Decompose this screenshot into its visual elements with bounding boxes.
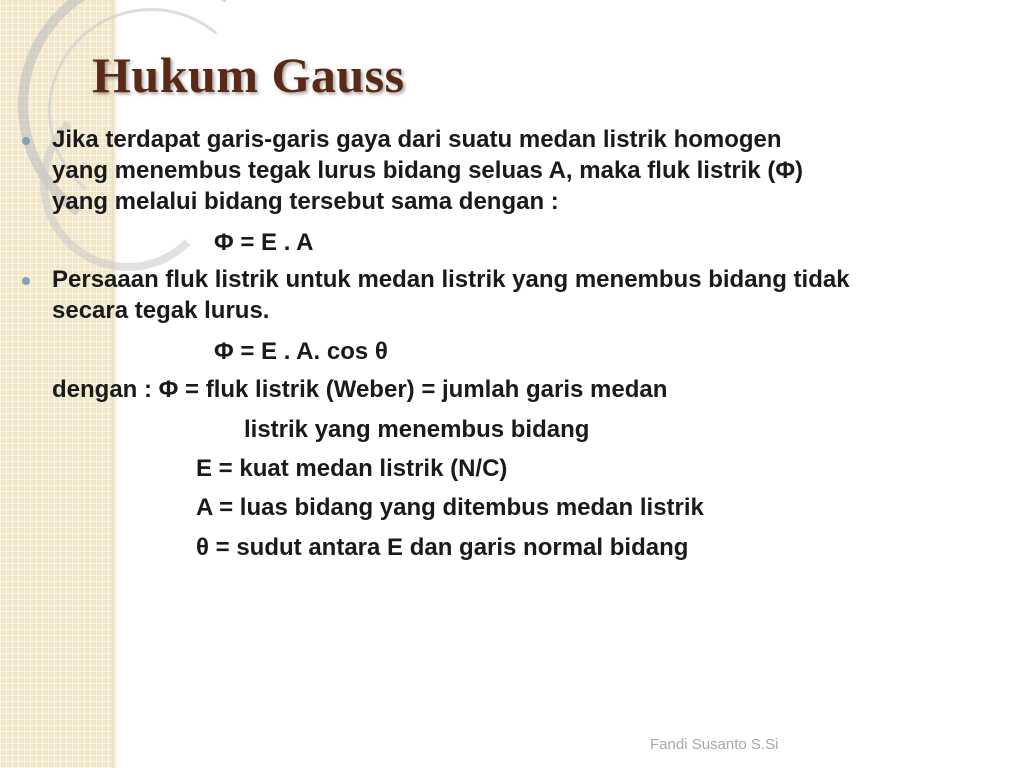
- slide-title: Hukum Gauss: [92, 47, 405, 103]
- formula-flux-cos: Φ = E . A. cos θ: [214, 338, 388, 365]
- definition-phi: dengan : Φ = fluk listrik (Weber) = jumlah garis medan: [52, 376, 668, 403]
- bullet-icon: [22, 277, 30, 285]
- definition-theta: θ = sudut antara E dan garis normal bidang: [196, 534, 689, 561]
- bullet-icon: [22, 137, 30, 145]
- footer-author: Fandi Susanto S.Si: [650, 736, 779, 753]
- bullet-text-line: Persaaan fluk listrik untuk medan listrik yang menembus bidang tidak: [52, 266, 850, 293]
- definition-a: A = luas bidang yang ditembus medan listrik: [196, 494, 704, 521]
- definition-e: E = kuat medan listrik (N/C): [196, 455, 508, 482]
- bullet-text-line: yang menembus tegak lurus bidang seluas A, maka fluk listrik (Φ): [52, 157, 804, 184]
- bullet-text-line: secara tegak lurus.: [52, 297, 270, 324]
- bullet-text-line: Jika terdapat garis-garis gaya dari suatu medan listrik homogen: [52, 126, 782, 153]
- formula-flux: Φ = E . A: [214, 229, 314, 256]
- definition-phi-continued: listrik yang menembus bidang: [244, 416, 590, 443]
- bullet-text-line: yang melalui bidang tersebut sama dengan :: [52, 188, 559, 215]
